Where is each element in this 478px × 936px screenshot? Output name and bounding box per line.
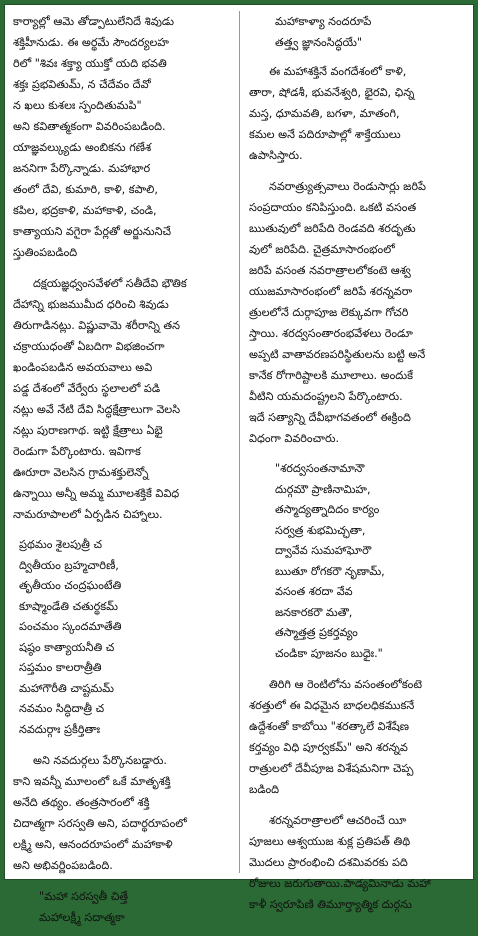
text-line: న ఖలు కుశలః స్పందితుమపి" <box>13 99 142 112</box>
text-line: బడింది <box>249 783 280 796</box>
verse-line: సర్వత్ర శుభమిచ్ఛతా, <box>275 523 366 537</box>
text-line: శక్తః ప్రభవితుమ్, న చేదేవం దేవో <box>13 78 151 91</box>
text-line: అని కవితాత్మకంగా వివరింపబడింది. <box>13 120 166 133</box>
text-line: అని నవదుర్గలు పేర్కొనబడ్డారు. <box>33 754 167 767</box>
left-column <box>13 11 231 936</box>
left-paragraph-1 <box>13 11 231 263</box>
text-line: సంప్రదాయం కనిపిస్తుంది. ఒకటి వసంత <box>249 201 417 214</box>
text-line: శరత్తులో ఈ విధమైన బాధలధికముకనే <box>249 699 415 712</box>
quote-line: "మహా సరస్వతీ చిత్తే <box>39 890 129 903</box>
text-line: స్తాయి. శరద్వసంతారంభవేళలు రెండూ <box>249 327 413 340</box>
text-line: రాత్రులలో దేవీపూజ విశేషమనిగా చెప్ప <box>249 762 414 775</box>
quote-line: తత్త్వ జ్ఞానంసిద్ధయే" <box>275 36 363 49</box>
text-line: యుజమాసారంభంలో జరిపే శరన్నవరా <box>249 285 413 298</box>
text-line: ఖండింపబడిన అవయవాలు అవి <box>13 361 153 374</box>
text-line: అని అభివర్ణింపబడింది. <box>13 859 113 872</box>
right-verse <box>255 459 467 664</box>
text-line: అప్పటి వాతావరణపరిస్థితులను బట్టి అనే <box>249 348 426 361</box>
right-quote <box>255 11 467 53</box>
text-line: పూజలు ఆశ్వయుజ శుక్ల ప్రతిపత్ తిథి <box>249 835 411 848</box>
text-line: ఋతువులో జరిపేది రెండవది శరదృతు <box>249 222 416 235</box>
verse-line: దుర్గమౌ ప్రాణినామిహ, <box>275 482 371 496</box>
verse-line: తస్మాత్తత్ర ప్రకర్తవ్యం <box>275 626 358 639</box>
text-line: తారా, షోడశీ, భువనేశ్వరి, భైరవి, ఛిన్న <box>249 86 415 99</box>
text-line: కర్తవ్యం విధి పూర్వకమ్" అని శరన్నవ <box>249 741 408 754</box>
text-line: అనేది తథ్యం. తంత్రసారంలో శక్తి <box>13 796 150 809</box>
text-line: కాత్యాయని వగైరా పేర్లతో అర్జునునిచే <box>13 225 171 238</box>
text-line: ఉద్దేశంతో కాబోయి "శరత్కాలే విశేషేణ <box>249 720 409 733</box>
verse-line: చండికా పూజనం బుధైః." <box>275 646 383 660</box>
text-line: తంలో దేవి, కుమారి, కాళి, కపాలి, <box>13 183 158 196</box>
text-line: నట్లు పురాణగాథ. ఇట్టి క్షేత్రాలు ఏభై <box>13 424 163 437</box>
text-line: దక్షయజ్ఞధ్వంసవేళలో సతీదేవి భౌతిక <box>33 277 187 290</box>
verse-line: పంచమం స్కందమాతేతి <box>19 620 122 633</box>
text-line: కాళీ స్వరూపిణి తిమూర్త్యాత్మిక దుర్గను <box>249 898 412 911</box>
text-line: త్రులలోనే దుర్గాపూజ లెక్కువగా గోచరి <box>249 306 409 319</box>
text-line: చిదాత్మగా సరస్వతి అని, పదార్థరూపంలో <box>13 817 187 830</box>
verse-line: జనకారకరౌ మతౌ, <box>275 605 353 619</box>
right-paragraph-1 <box>249 61 467 166</box>
text-line: రిలో "శివః శక్త్యా యుక్తో యది భవతి <box>13 57 167 70</box>
right-column <box>249 11 467 925</box>
left-quote <box>19 886 231 928</box>
text-line: తిరుగాడినట్లు. విష్ణువామె శరీరాన్ని తన <box>13 319 180 332</box>
text-line: తిరిగి ఆ రెంటిలోను వసంతంలోకంటె <box>269 678 422 691</box>
verse-line: "శరద్వసంతనామానౌ <box>275 462 365 475</box>
text-line: యాజ్ఞవల్క్యుడు అంబికను గణేశ <box>13 141 152 154</box>
text-line: కాని ఇవన్నీ మూలంలో ఒకే మాతృశక్తి <box>13 775 171 788</box>
verse-line: ద్వితీయం బ్రహ్మచారిణీ, <box>19 558 119 572</box>
verse-line: షష్ఠం కాత్యాయనీతి చ <box>19 640 115 654</box>
column-divider <box>239 11 240 873</box>
text-line: పడ్డ దేశంలో వేర్వేరు స్థలాలలో పడి <box>13 382 161 395</box>
text-line: ఈ మహాశక్తినే వంగదేశంలో కాళి, <box>269 65 407 78</box>
text-line: దేహాన్ని భుజముమీద ధరించి శివుడు <box>13 298 169 311</box>
quote-line: మహాకాళ్యా నందరూపే <box>275 15 372 28</box>
text-line: రోజులు జరుగుతాయి.పాడ్యమినాడు మహా <box>249 877 431 890</box>
text-line: వులో జరిపేది. చైత్రమాసారంభంలో <box>249 243 395 256</box>
text-line: జననిగా పేర్కొన్నాడు. మహాభార <box>13 162 151 175</box>
text-line: ఇదే సత్యాన్ని దేవీభాగవతంలో ఈక్రింది <box>249 411 411 424</box>
verse-line: ద్వావేవ సుమహాఘోరౌ <box>275 544 372 557</box>
text-line: మొదలు ప్రారంభించి దశమివరకు పది <box>249 856 408 869</box>
page-frame <box>4 4 474 924</box>
right-paragraph-3 <box>249 674 467 800</box>
verse-line: తృతీయం చంద్రఘంటేతి <box>19 579 122 592</box>
left-paragraph-2 <box>13 273 231 525</box>
verse-line: తస్మాద్యత్నాదిదం కార్యం <box>275 503 380 516</box>
quote-line: మహాలక్ష్మీ సదాత్మకా <box>39 911 125 924</box>
text-line: వీటిని యమదంష్ట్రలని పేర్కొంటారు. <box>249 390 403 403</box>
text-line: నవరాత్ర్యుత్సవాలు రెండుసార్లు జరిపే <box>269 180 426 193</box>
text-line: చక్రాయుధంతో ఏబదిగా విభజించగా <box>13 340 165 353</box>
text-line: స్తుతింపబడింది <box>13 246 78 259</box>
text-line: ఉన్నాయి అన్నీ అమ్మ మూలశక్తికే వివిధ <box>13 487 180 500</box>
right-paragraph-2 <box>249 176 467 449</box>
verse-line: నవమం సిద్ధిదాత్రీ చ <box>19 702 105 715</box>
text-line: శక్తిహీనుడు. ఈ అర్థమే సౌందర్యలహ <box>13 36 169 49</box>
text-line: నట్లు అవే నేటి దేవి సిద్ధక్షేత్రాలుగా వెలసి <box>13 403 181 416</box>
text-line: నామరూపాలలో ఏర్పడిన చిహ్నాలు. <box>13 508 163 521</box>
text-line: జరిపే వసంత నవరాత్రాలలోకంటె ఆశ్వ <box>249 264 411 277</box>
text-line: మస్త, ధూమవతి, బగళా, మాతంగి, <box>249 107 400 120</box>
text-line: ఉపాసిస్తారు. <box>249 149 303 162</box>
right-paragraph-4 <box>249 810 467 915</box>
text-line: కమల అనే పదిరూపాల్లో శాక్తేయులు <box>249 128 401 141</box>
verse-line: నవదుర్గాః ప్రకీర్తితాః <box>19 722 101 736</box>
verse-line: మహాగౌరీతి చాష్టమమ్ <box>19 681 114 695</box>
text-line: రెండుగా పేర్కొంటారు. ఇవిగాక <box>13 445 141 458</box>
verse-line: సప్తమం కాలరాత్రీతి <box>19 661 102 674</box>
text-line: ఊరూరా వెలసిన గ్రామశక్తులెన్నో <box>13 466 149 479</box>
text-line: కానేక రోగారిష్టాలకి మూలాలు. అందుకే <box>249 369 413 382</box>
text-line: విధంగా వివరించారు. <box>249 432 340 445</box>
verse-line: కూష్మాండేతి చతుర్థకమ్ <box>19 599 118 613</box>
verse-line: ప్రథమం శైలపుత్రీ చ <box>19 538 102 551</box>
text-line: శరన్నవరాత్రాలలో ఆచరించే యీ <box>269 814 407 827</box>
text-line: కార్యాల్లో ఆమె తోడ్పాటులేనిదే శివుడు <box>13 15 175 28</box>
text-line: లక్ష్మి అని, ఆనందరూపంలో మహాకాళి <box>13 838 173 851</box>
verse-line: ఋతూ రోగకరౌ నృణామ్, <box>275 564 385 578</box>
left-verse <box>19 535 231 740</box>
left-paragraph-3 <box>13 750 231 876</box>
text-line: కపిల, భద్రకాళి, మహాకాళి, చండి, <box>13 204 157 217</box>
verse-line: వసంత శరదా వేవ <box>275 585 353 598</box>
